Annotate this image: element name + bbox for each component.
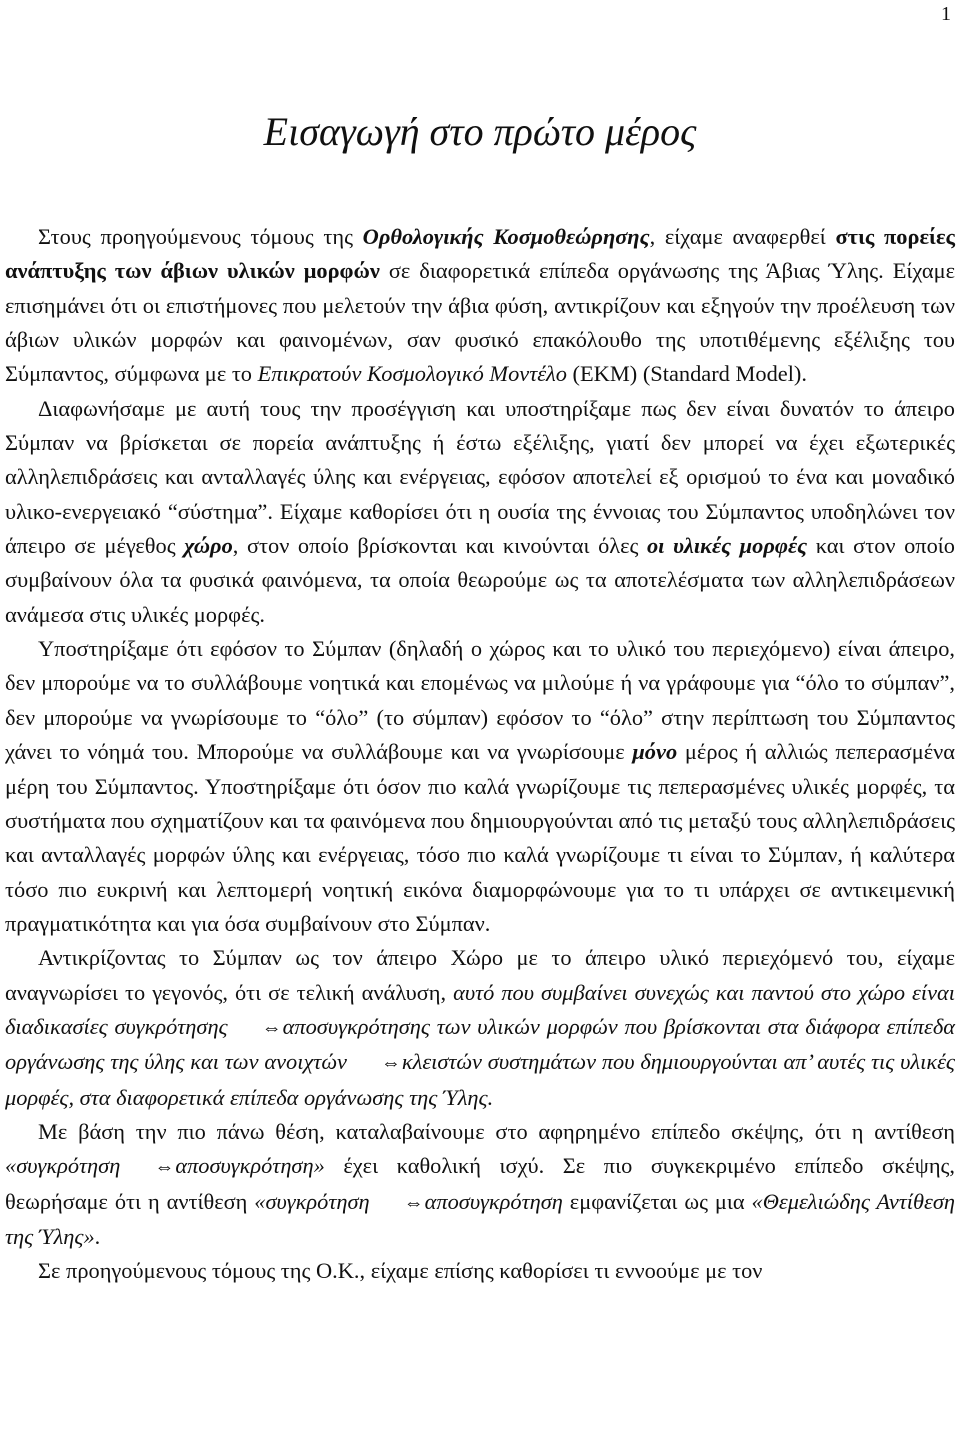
text-run: Αντικρίζοντας το Σύμπαν ως τον άπειρο Χώρο με το άπειρο υλικό περιεχόμενό του, είχαμε αναγνωρίσει το γεγονός, ότι σε τελική ανάλυση,	[5, 945, 955, 1005]
paragraph-1	[5, 218, 955, 392]
paragraph-6	[5, 1254, 955, 1288]
text-run: και στον οποίο συμβαίνουν όλα τα φυσικά φαινόμενα, τα οποία θεωρούμε ως τα αποτελέσματα των αλληλεπιδράσεων ανάμεσα στις υλικές μορφές.	[5, 533, 956, 627]
emphasis-run: «Θεμελιώδης Αντίθεση της Ύλης»	[5, 1188, 955, 1249]
text-run: Με βάση την πιο πάνω θέση, καταλαβαίνουμε στο αφηρημένο επίπεδο σκέψης, ότι η αντίθεση	[38, 1118, 955, 1144]
text-run: Στους προηγούμενους τόμους της	[38, 224, 363, 249]
text-run: , στον οποίο βρίσκονται και κινούνται όλες	[232, 533, 647, 559]
emphasis-run: αποσυγκρότηση	[424, 1188, 563, 1214]
text-run: Διαφωνήσαμε με αυτή τους την προσέγγιση και υποστηρίξαμε πως δεν είναι δυνατόν το άπειρο Σύμπαν να βρίσκεται σε πορεία ανάπτυξης ή έστω εξέλιξης, γιατί δεν μπορεί να έχει εξωτερικές αλληλεπιδράσεις και ανταλλαγές ύλης και ενέργειας, εφόσον αποτελεί εξ ορισμού το ένα και μοναδικό υλικο-ενεργειακό “σύστημα”. Είχαμε καθορίσει ότι η ουσία της έννοιας του Σύμπαντος υποδηλώνει τον άπειρο σε μέγεθος	[5, 395, 955, 559]
paragraph-4	[5, 941, 955, 1115]
emphasis-run: «συγκρότηση	[254, 1188, 370, 1214]
text-run: (ΕΚΜ) (Standard Model).	[566, 361, 807, 387]
text-run: Υποστηρίξαμε ότι εφόσον το Σύμπαν (δηλαδή ο χώρος και το υλικό του περιεχόμενο) είναι άπειρο, δεν μπορούμε να το συλλάβουμε νοητικά και επομένως να μιλούμε ή να γράφουμε για “όλο το σύμπαν”, δεν μπορούμε να γνωρίσουμε το “όλο” (το σύμπαν) εφόσον το “όλο” στην περίπτωση του Σύμπαντος χάνει το νόημά του. Μπορούμε να συλλάβουμε και να γνωρίσουμε	[5, 636, 955, 765]
double-arrow-icon: ⇔	[154, 1156, 175, 1179]
emphasis-run: οι υλικές μορφές	[646, 533, 808, 559]
emphasis-run: Επικρατούν Κοσμολογικό Μοντέλο	[257, 361, 567, 387]
text-run: , είχαμε αναφερθεί	[649, 224, 836, 249]
text-run: εμφανίζεται ως μια	[562, 1188, 752, 1214]
page-title: Εισαγωγή στο πρώτο μέρος	[263, 109, 697, 154]
double-arrow-icon: ⇔	[380, 1052, 401, 1075]
text-run: .	[94, 1223, 101, 1249]
emphasis-run: χώρο	[184, 533, 233, 559]
emphasis-run: αποσυγκρότηση»	[175, 1153, 325, 1179]
body-text	[5, 218, 955, 1289]
paragraph-3	[5, 632, 955, 941]
paragraph-5	[5, 1115, 955, 1254]
page-number: 1	[941, 3, 951, 25]
text-run: Σε προηγούμενους τόμους της Ο.Κ., είχαμε επίσης καθορίσει τι εννοούμε με τον	[38, 1258, 763, 1284]
emphasis-run: κλειστών συστημάτων που δημιουργούνται απ’ αυτές τις υλικές μορφές, στα διαφορετικά επίπεδα οργάνωσης της Ύλης.	[5, 1049, 955, 1110]
emphasis-run: αυτό που συμβαίνει συνεχώς και παντού στο χώρο είναι διαδικασίες συγκρότησης	[5, 979, 955, 1039]
paragraph-2	[5, 392, 955, 632]
double-arrow-icon: ⇔	[261, 1016, 282, 1039]
emphasis-run: Ορθολογικής Κοσμοθεώρησης	[362, 224, 650, 249]
text-run: σε διαφορετικά επίπεδα οργάνωσης της Άβιας Ύλης. Είχαμε επισημάνει ότι οι επιστήμονες που μελετούν την άβια φύση, αντικρίζουν και εξηγούν την προέλευση των άβιων υλικών μορφών και φαινομένων, σαν φυσικό επακόλουθο της υποτιθέμενης εξέλιξης του Σύμπαντος, σύμφωνα με το	[5, 258, 955, 387]
emphasis-run: μόνο	[632, 739, 678, 765]
emphasis-run: «συγκρότηση	[5, 1153, 121, 1179]
emphasis-run: στις πορείες ανάπτυξης των άβιων υλικών μορφών	[5, 224, 956, 284]
text-run: μέρος ή αλλιώς πεπερασμένα μέρη του Σύμπαντος. Υποστηρίξαμε ότι όσον πιο καλά γνωρίζουμε τις πεπερασμένες υλικές μορφές, τα συστήματα που σχηματίζουν και τα φαινόμενα που δημιουργούνται από τις μεταξύ τους αλληλεπιδράσεις και ανταλλαγές μορφών ύλης και ενέργειας, τόσο πιο καλά γνωρίζουμε τι είναι το Σύμπαν, ή καλύτερα τόσο πιο ευκρινή και λεπτομερή νοητική εικόνα διαμορφώνουμε για το τι υπάρχει σε αντικειμενική πραγματικότητα και για όσα συμβαίνουν στο Σύμπαν.	[5, 739, 955, 936]
double-arrow-icon: ⇔	[403, 1191, 424, 1214]
text-run: έχει καθολική ισχύ. Σε πιο συγκεκριμένο επίπεδο σκέψης, θεωρήσαμε ότι η αντίθεση	[5, 1153, 955, 1214]
emphasis-run: αποσυγκρότησης των υλικών μορφών που βρίσκονται στα διάφορα επίπεδα οργάνωσης της ύλης και των ανοιχτών	[5, 1013, 955, 1075]
